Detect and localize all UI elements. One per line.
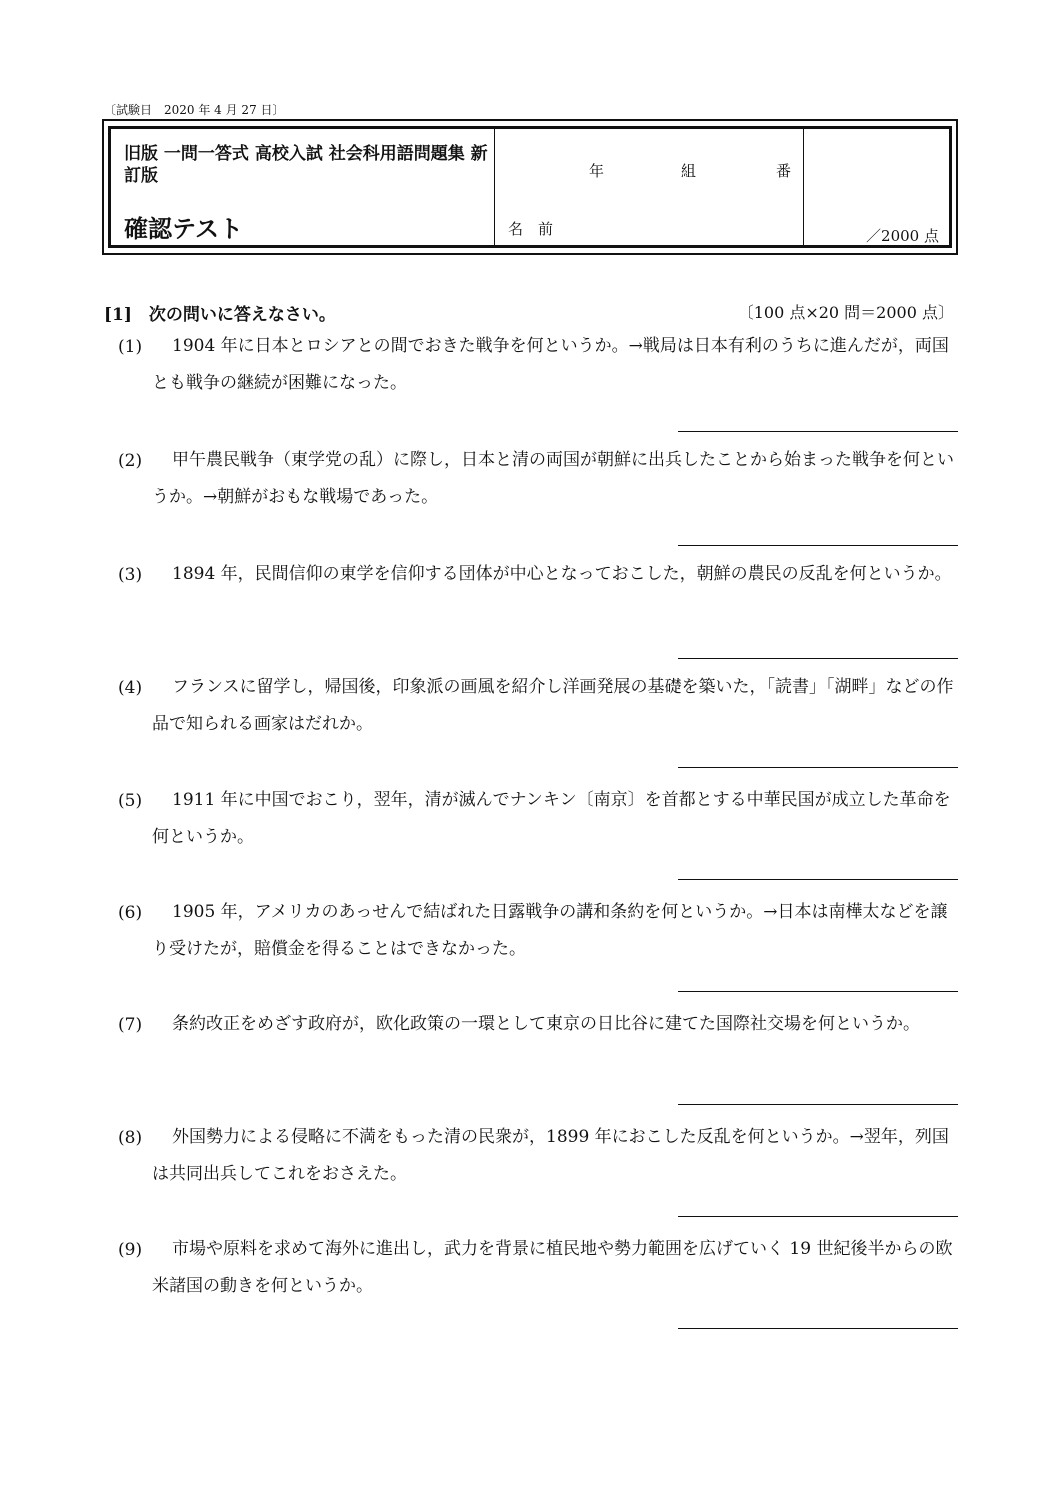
question-text: 1905 年，アメリカのあっせんで結ばれた日露戦争の講和条約を何というか。→日本は南樺太などを譲り受けたが，賠償金を得ることはできなかった。 — [152, 902, 948, 959]
question-text: 1904 年に日本とロシアとの間でおきた戦争を何というか。→戦局は日本有利のうちに進んだが，両国とも戦争の継続が困難になった。 — [152, 336, 949, 393]
book-title: 旧版 一問一答式 高校入試 社会科用語問題集 新訂版 — [124, 144, 488, 186]
answer-line-6[interactable] — [678, 991, 958, 992]
answer-line-3[interactable] — [678, 658, 958, 659]
name-label: 名 前 — [508, 220, 554, 238]
answer-line-8[interactable] — [678, 1216, 958, 1217]
answer-line-4[interactable] — [678, 767, 958, 768]
header-inner-frame — [108, 126, 952, 248]
class-label: 組 — [681, 162, 697, 180]
question-text: フランスに留学し，帰国後，印象派の画風を紹介し洋画発展の基礎を築いた，「読書」「湖畔」などの作品で知られる画家はだれか。 — [152, 677, 954, 734]
grade-label: 年 — [589, 162, 605, 180]
answer-line-7[interactable] — [678, 1104, 958, 1105]
score-total: ／2000 点 — [866, 227, 939, 245]
question-number: (8) — [118, 1128, 143, 1148]
header-box — [102, 119, 958, 255]
header-divider-1 — [494, 129, 495, 245]
answer-line-2[interactable] — [678, 545, 958, 546]
header-divider-2 — [803, 129, 804, 245]
question-text: 外国勢力による侵略に不満をもった清の民衆が，1899 年におこした反乱を何というか。→翌年，列国は共同出兵してこれをおさえた。 — [152, 1127, 949, 1184]
answer-line-5[interactable] — [678, 879, 958, 880]
question-number: (2) — [118, 451, 143, 471]
number-label: 番 — [776, 162, 792, 180]
question-number: (6) — [118, 903, 143, 923]
question-number: (3) — [118, 565, 143, 585]
test-name: 確認テスト — [124, 215, 244, 243]
section-header — [104, 300, 954, 324]
question-number: (5) — [118, 791, 143, 811]
question-text: 条約改正をめざす政府が，欧化政策の一環として東京の日比谷に建てた国際社交場を何というか。 — [172, 1014, 920, 1034]
answer-line-9[interactable] — [678, 1328, 958, 1329]
question-text: 市場や原料を求めて海外に進出し，武力を背景に植民地や勢力範囲を広げていく 19 世紀後半からの欧米諸国の動きを何というか。 — [152, 1239, 953, 1296]
question-text: 1894 年，民間信仰の東学を信仰する団体が中心となっておこした，朝鮮の農民の反乱を何というか。 — [172, 564, 952, 584]
question-number: (1) — [118, 337, 143, 357]
exam-date: 〔試験日 2020 年 4 月 27 日〕 — [104, 103, 285, 117]
question-number: (7) — [118, 1015, 143, 1035]
answer-line-1[interactable] — [678, 431, 958, 432]
question-number: (9) — [118, 1240, 143, 1260]
section-title: [1] 次の問いに答えなさい。 — [104, 305, 336, 325]
question-text: 甲午農民戦争（東学党の乱）に際し，日本と清の両国が朝鮮に出兵したことから始まった戦争を何というか。→朝鮮がおもな戦場であった。 — [152, 450, 954, 507]
section-points: 〔100 点×20 問＝2000 点〕 — [737, 303, 954, 322]
question-number: (4) — [118, 678, 143, 698]
question-text: 1911 年に中国でおこり，翌年，清が滅んでナンキン〔南京〕を首都とする中華民国が成立した革命を何というか。 — [152, 790, 951, 847]
